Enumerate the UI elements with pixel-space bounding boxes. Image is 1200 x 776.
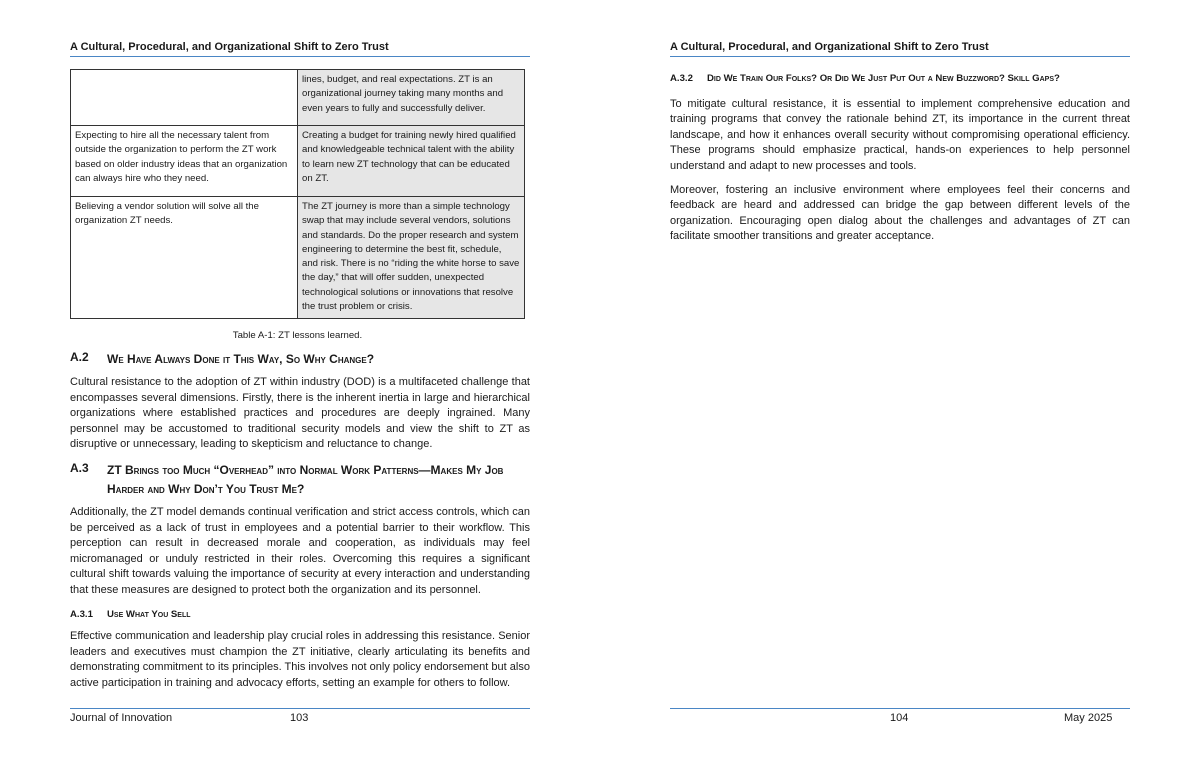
header-rule xyxy=(70,56,530,57)
subsection-heading xyxy=(670,71,1130,87)
right-page xyxy=(600,0,1200,776)
section-number: A.2 xyxy=(70,350,89,364)
table-row xyxy=(71,70,525,126)
table-row xyxy=(71,197,525,319)
subsection-heading xyxy=(70,607,530,623)
table-cell: The ZT journey is more than a simple technology swap that may include several vendors, solutions and standards. Do the proper research and system engineering to determine the best fit, schedule, and risk. There is no “riding the white horse to save the day,” that will offer sudden, unexpected technological solutions or innovations that resolve the trust problem or crisis. xyxy=(298,197,525,319)
paragraph: Cultural resistance to the adoption of ZT within industry (DOD) is a multifaceted challenge that encompasses several dimensions. Firstly, there is the inherent inertia in large and hierarchical organizations where established practices and procedures are deeply ingrained. Many personnel may be accustomed to traditional security models and view the shift to ZT as disruptive or unnecessary, leading to skepticism and reluctance to change. xyxy=(70,376,530,451)
page-number: 104 xyxy=(890,712,909,724)
table-cell: lines, budget, and real expectations. ZT is an organizational journey taking many months and even years to fully and successfully deliver. xyxy=(298,70,525,126)
footer-rule xyxy=(670,708,1130,709)
table-cell: Creating a budget for training newly hired qualified and knowledgeable technical talent with the ability to learn new ZT technology that can be educated on ZT. xyxy=(298,126,525,197)
paragraph: Effective communication and leadership play crucial roles in addressing this resistance. Senior leaders and executives must champion the ZT initiative, clearly articulating its benefits and demonstrating commitment to its principles. This involves not only policy endorsement but also active participation in training and advocacy efforts, setting an example for others to follow. xyxy=(70,630,530,689)
table-row xyxy=(71,126,525,197)
table-caption: Table A-1: ZT lessons learned. xyxy=(232,330,363,341)
lessons-table xyxy=(70,69,525,319)
section-title: ZT Brings too Much “Overhead” into Normal Work Patterns—Makes My Job Harder and Why Don’t You Trust Me? xyxy=(107,462,504,496)
section-number: A.3.2 xyxy=(670,73,693,84)
section-title: Did We Train Our Folks? Or Did We Just Put Out a New Buzzword? Skill Gaps? xyxy=(707,73,1060,84)
left-body xyxy=(70,350,530,700)
table-cell xyxy=(71,70,298,126)
table-cell: Believing a vendor solution will solve all the organization ZT needs. xyxy=(71,197,298,319)
section-number: A.3.1 xyxy=(70,608,93,620)
issue-date: May 2025 xyxy=(1064,712,1113,724)
section-heading xyxy=(70,461,530,499)
running-header: A Cultural, Procedural, and Organizational Shift to Zero Trust xyxy=(70,41,389,53)
page-number: 103 xyxy=(290,712,309,724)
right-body xyxy=(670,71,1130,253)
paragraph: Additionally, the ZT model demands continual verification and strict access controls, which can be perceived as a lack of trust in employees and a potential barrier to their workflow. This perception can result in decreased morale and cooperation, as individuals may feel micromanaged or unduly restricted in their roles. Overcoming this requires a significant cultural shift towards valuing the importance of security at every interaction and understanding that these measures are designed to protect both the organization and its personnel. xyxy=(70,505,530,596)
header-rule xyxy=(670,56,1130,57)
section-title: Use What You Sell xyxy=(107,608,191,620)
section-heading xyxy=(70,350,530,369)
running-header: A Cultural, Procedural, and Organizational Shift to Zero Trust xyxy=(670,41,989,53)
journal-name: Journal of Innovation xyxy=(70,712,173,724)
section-title: We Have Always Done it This Way, So Why Change? xyxy=(107,352,375,366)
table-cell: Expecting to hire all the necessary talent from outside the organization to perform the ZT work based on older industry ideas that an organization can always hire who they need. xyxy=(71,126,298,197)
paragraph: To mitigate cultural resistance, it is essential to implement comprehensive education and training programs that convey the rationale behind ZT, its importance in the current threat landscape, and how it enhances overall security without compromising operational efficiency. These programs should emphasize practical, hands-on experiences to help personnel understand and adapt to new processes and tools. xyxy=(670,97,1130,172)
paragraph: Moreover, fostering an inclusive environment where employees feel their concerns and feedback are heard and addressed can bridge the gap between different levels of the organization. Encouraging open dialog about the challenges and advantages of ZT can facilitate smoother transitions and greater acceptance. xyxy=(670,183,1130,243)
section-number: A.3 xyxy=(70,460,89,475)
footer-rule xyxy=(70,708,530,709)
